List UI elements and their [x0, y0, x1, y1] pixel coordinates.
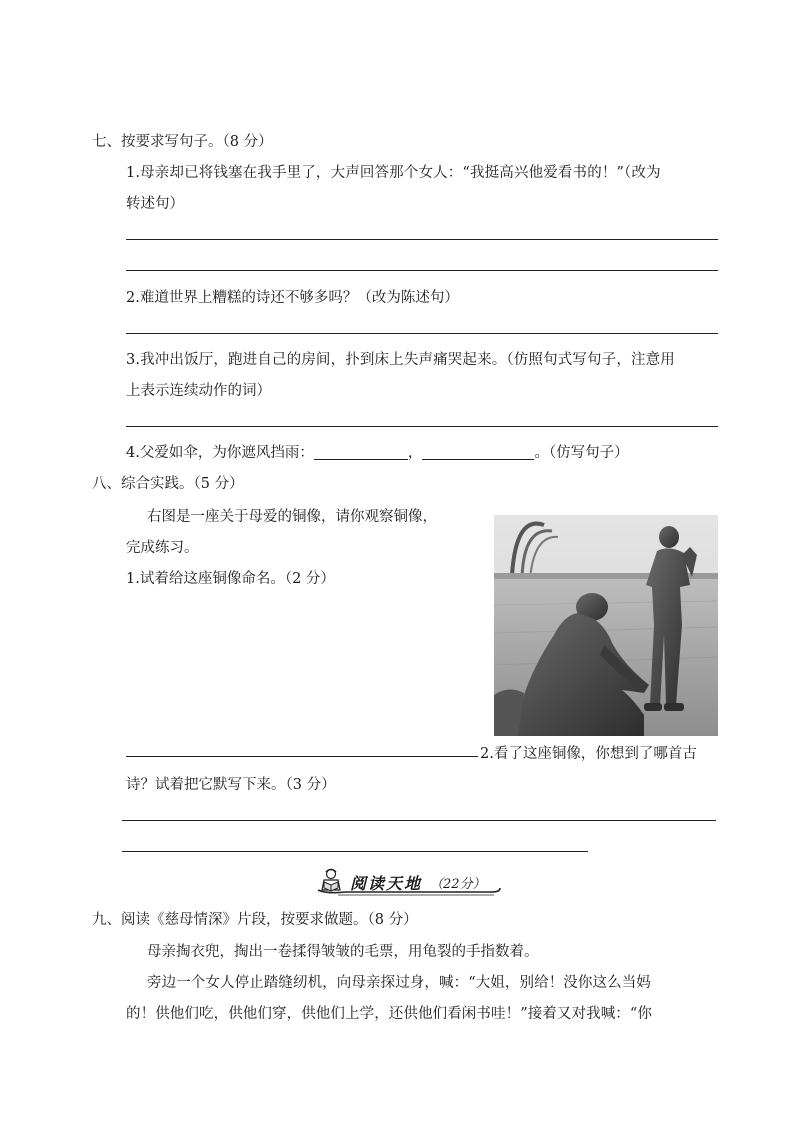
- q8-item1-answer-line[interactable]: [126, 756, 478, 757]
- q9-para2-line1: 旁边一个女人停止踏缝纫机，向母亲探过身，喊：“大姐，别给！没你这么当妈: [147, 975, 651, 991]
- q7-item4-prefix: 4.父爱如伞，为你遮风挡雨：: [126, 445, 314, 461]
- q7-item1-answer-line-1[interactable]: [126, 239, 718, 240]
- q7-item3-line1: 3.我冲出饭厅，跑进自己的房间，扑到床上失声痛哭起来。（仿照句式写句子，注意用: [126, 352, 675, 368]
- q7-item2-answer-line[interactable]: [126, 333, 718, 334]
- q8-item2-answer-line-2[interactable]: [122, 851, 588, 852]
- bronze-statue-photo: [494, 515, 718, 736]
- q8-item2-line1: 2.看了这座铜像，你想到了哪首古: [480, 746, 697, 762]
- reading-section-title: 阅读天地: [350, 874, 423, 893]
- q8-intro-line1: 右图是一座关于母爱的铜像，请你观察铜像，: [147, 509, 437, 525]
- q9-para1: 母亲掏衣兜，掏出一卷揉得皱皱的毛票，用龟裂的手指数着。: [147, 944, 539, 960]
- q7-item1-line1: 1.母亲却已将钱塞在我手里了，大声回答那个女人：“我挺高兴他爱看书的！”（改为: [126, 165, 661, 181]
- q7-item4-comma: ，: [407, 445, 423, 461]
- q8-intro-line2: 完成练习。: [126, 540, 199, 556]
- q7-heading: 七、按要求写句子。（8 分）: [92, 134, 273, 150]
- q8-heading: 八、综合实践。（5 分）: [92, 476, 244, 492]
- q9-heading: 九、阅读《慈母情深》片段，按要求做题。（8 分）: [92, 912, 418, 928]
- reading-section-banner: [316, 868, 502, 896]
- q7-item4-blank-2[interactable]: [422, 445, 534, 460]
- q7-item3-line2: 上表示连续动作的词）: [126, 383, 271, 399]
- q7-item3-answer-line[interactable]: [126, 426, 718, 427]
- q7-item4: [126, 441, 629, 462]
- q7-item4-suffix: 。（仿写句子）: [534, 445, 629, 461]
- q8-item2-line2: 诗？试着把它默写下来。（3 分）: [126, 777, 336, 793]
- reading-boy-icon: [318, 868, 344, 894]
- q8-item2-answer-line-1[interactable]: [122, 820, 716, 821]
- q7-item1-line2: 转述句）: [126, 196, 184, 212]
- q9-para2-line2: 的！供他们吃，供他们穿，供他们上学，还供他们看闲书哇！”接着又对我喊：“你: [126, 1006, 653, 1022]
- q7-item4-blank-1[interactable]: [314, 445, 408, 460]
- q8-item1: 1.试着给这座铜像命名。（2 分）: [126, 571, 335, 587]
- q7-item1-answer-line-2[interactable]: [126, 270, 718, 271]
- reading-section-score: （22分）: [430, 877, 486, 892]
- q7-item2: 2.难道世界上糟糕的诗还不够多吗？（改为陈述句）: [126, 290, 459, 306]
